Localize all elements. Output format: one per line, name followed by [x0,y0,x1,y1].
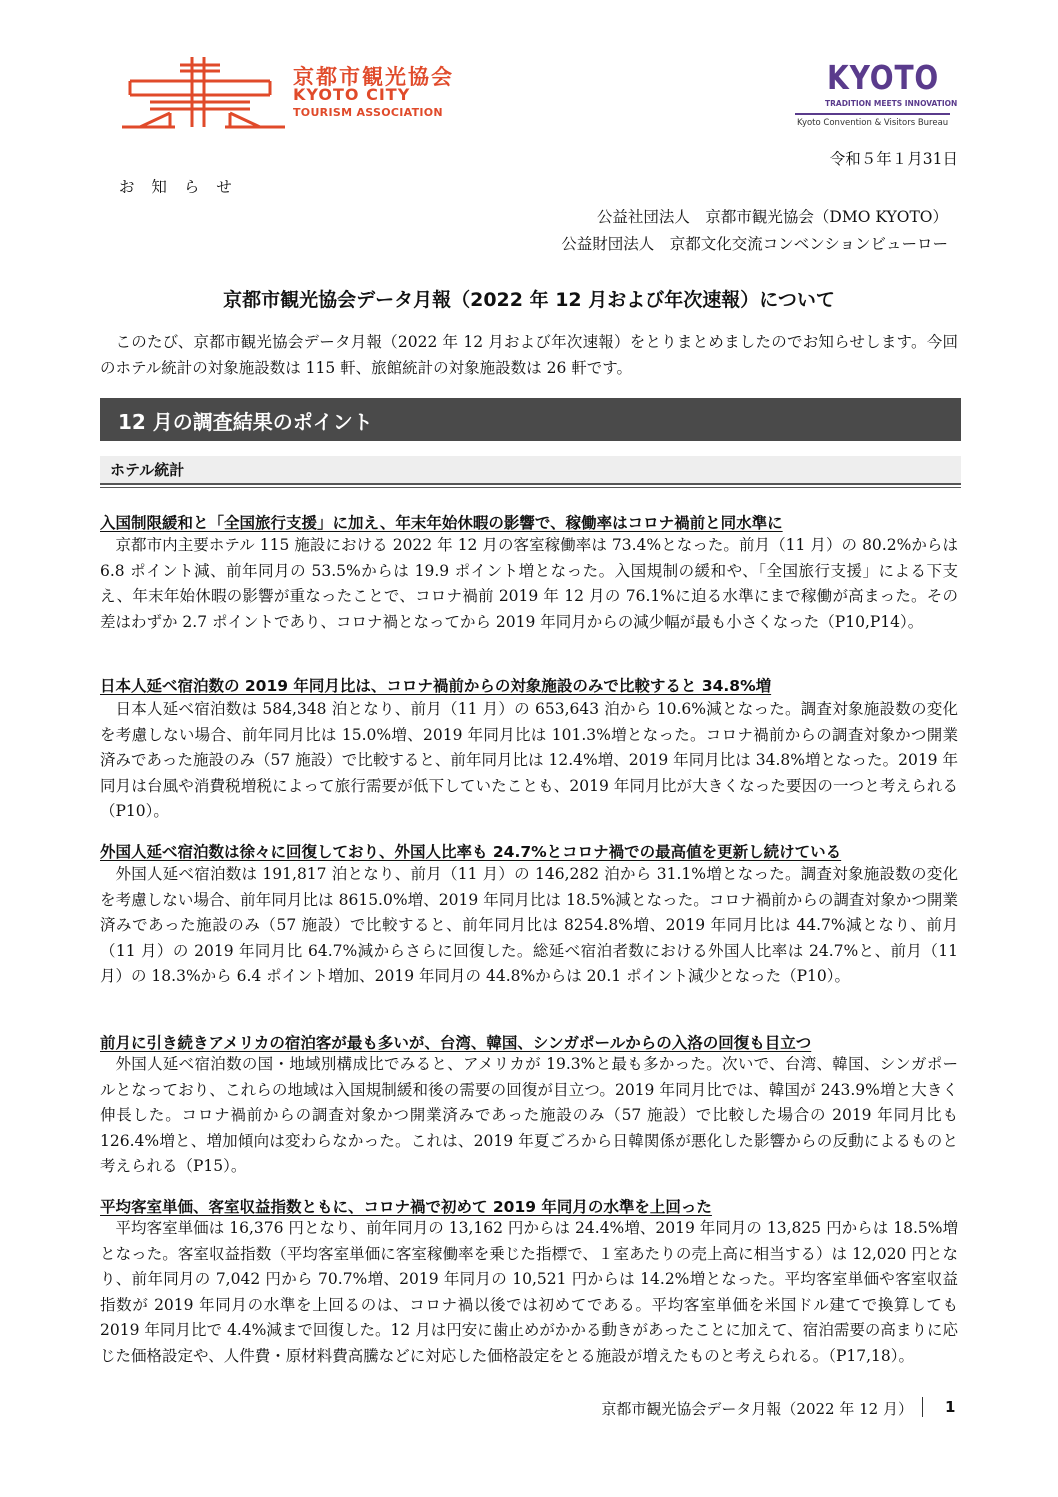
issuer-1: 公益社団法人 京都市観光協会（DMO KYOTO） [596,208,948,226]
notice-label: お 知 ら せ [119,178,238,196]
subsection-header [100,456,961,483]
kct-name-en-sub: TOURISM ASSOCIATION [293,106,443,119]
point-2-body [100,697,958,825]
point-3-heading: 外国人延べ宿泊数は徐々に回復しており、外国人比率も 24.7%とコロナ禍での最高値を更新し続けている [100,843,842,861]
point-5-body [100,1216,958,1369]
point-5-heading: 平均客室単価、客室収益指数ともに、コロナ禍で初めて 2019 年同月の水準を上回った [100,1198,712,1216]
point-2-text: 日本人延べ宿泊数は 584,348 泊となり、前月（11 月）の 653,643 泊から 10.6%減となった。調査対象施設数の変化を考慮しない場合、前年同月比は 15.0%増、2019 年同月比は 101.3%増となった。コロナ禍前からの調査対象かつ開業済みであった施設のみ（57 施設）で比較すると、前年同月比は 12.4%増、2019 年同月比は 34.8%増となった。2019 年同月は台風や消費税増税によって旅行需要が低下していたことも、2019 年同月比が大きくなった要因の一つと考えられる（P10）。 [100,700,958,820]
kyoto-convention-visitors-bureau-logo [795,58,960,133]
subsection-rule-thin [100,487,961,488]
kct-name-jp: 京都市観光協会 [293,65,454,89]
point-4-heading: 前月に引き続きアメリカの宿泊客が最も多いが、台湾、韓国、シンガポールからの入洛の回復も目立つ [100,1034,812,1052]
issue-date: 令和５年１月31日 [829,150,958,168]
issuer-2: 公益財団法人 京都文化交流コンベンションビューロー [561,235,948,253]
intro-paragraph [100,330,958,381]
page-number: 1 [945,1398,956,1416]
kcvb-wordmark: KYOTO [827,58,940,97]
kct-emblem-icon [120,55,290,130]
point-3-text: 外国人延べ宿泊数は 191,817 泊となり、前月（11 月）の 146,282 泊から 31.1%増となった。調査対象施設数の変化を考慮しない場合、前年同月比は 8615.0%増、2019 年同月比は 18.5%減となった。コロナ禍前からの調査対象かつ開業済みであった施設のみ（57 施設）で比較すると、前年同月比は 8254.8%増、2019 年同月比は 44.7%減となり、前月（11 月）の 2019 年同月比 64.7%減からさらに回復した。総延べ宿泊者数における外国人比率は 24.7%と、前月（11 月）の 18.3%から 6.4 ポイント増加、2019 年同月の 44.8%からは 20.1 ポイント減少となった（P10）。 [100,865,958,985]
point-4-body [100,1052,958,1180]
section-header [100,398,961,441]
point-5-text: 平均客室単価は 16,376 円となり、前年同月の 13,162 円からは 24.4%増、2019 年同月の 13,825 円からは 18.5%増となった。客室収益指数（平均客室単価に客室稼働率を乗じた指標で、１室あたりの売上高に相当する）は 12,020 円となり、前年同月の 7,042 円から 70.7%増、2019 年同月の 10,521 円からは 14.2%増となった。平均客室単価や客室収益指数が 2019 年同月の水準を上回るのは、コロナ禍以後では初めてである。平均客室単価を米国ドル建てで換算しても 2019 年同月比で 4.4%減まで回復した。12 月は円安に歯止めがかかる動きがあったことに加えて、宿泊需要の高まりに応じた価格設定や、人件費・原材料費高騰などに対応した価格設定をとる施設が増えたものと考えられる。（P17,18）。 [100,1219,958,1365]
point-1-heading: 入国制限緩和と「全国旅行支援」に加え、年末年始休暇の影響で、稼働率はコロナ禍前と同水準に [100,514,783,532]
kyoto-city-tourism-association-logo [120,55,480,130]
document-title: 京都市観光協会データ月報（2022 年 12 月および年次速報）について [223,289,835,311]
intro-text: このたび、京都市観光協会データ月報（2022 年 12 月および年次速報）をとりまとめましたのでお知らせします。今回のホテル統計の対象施設数は 115 軒、旅館統計の対象施設数は 26 軒です。 [100,333,958,377]
subsection-rule [100,483,961,485]
point-1-body [100,533,958,635]
footer-label: 京都市観光協会データ月報（2022 年 12 月） [601,1400,913,1418]
point-4-text: 外国人延べ宿泊数の国・地域別構成比でみると、アメリカが 19.3%と最も多かった。次いで、台湾、韓国、シンガポールとなっており、これらの地域は入国規制緩和後の需要の回復が目立つ。2019 年同月比では、韓国が 243.9%増と大きく伸長した。コロナ禍前からの調査対象かつ開業済みであった施設のみ（57 施設）で比較した場合の 2019 年同月比も 126.4%増と、増加傾向は変わらなかった。これは、2019 年夏ごろから日韓関係が悪化した影響からの反動によるものと考えられる（P15）。 [100,1055,958,1175]
kcvb-name: Kyoto Convention & Visitors Bureau [797,118,949,128]
point-1-text: 京都市内主要ホテル 115 施設における 2022 年 12 月の客室稼働率は 73.4%となった。前月（11 月）の 80.2%からは 6.8 ポイント減、前年同月の 53.5%からは 19.9 ポイント増となった。入国規制の緩和や、「全国旅行支援」による下支え、年末年始休暇の影響が重なったことで、コロナ禍前 2019 年 12 月の 76.1%に迫る水準にまで稼働が高まった。その差はわずか 2.7 ポイントであり、コロナ禍となってから 2019 年同月からの減少幅が最も小さくなった（P10,P14）。 [100,536,958,631]
subsection-title: ホテル統計 [110,461,185,479]
point-3-body [100,862,958,990]
kct-name-en: KYOTO CITY [293,85,411,104]
footer-divider [922,1397,923,1417]
section-title: 12 月の調査結果のポイント [118,410,373,434]
kcvb-divider [795,113,950,115]
kcvb-tagline: TRADITION MEETS INNOVATION [825,99,958,108]
point-2-heading: 日本人延べ宿泊数の 2019 年同月比は、コロナ禍前からの対象施設のみで比較すると 34.8%増 [100,677,772,695]
